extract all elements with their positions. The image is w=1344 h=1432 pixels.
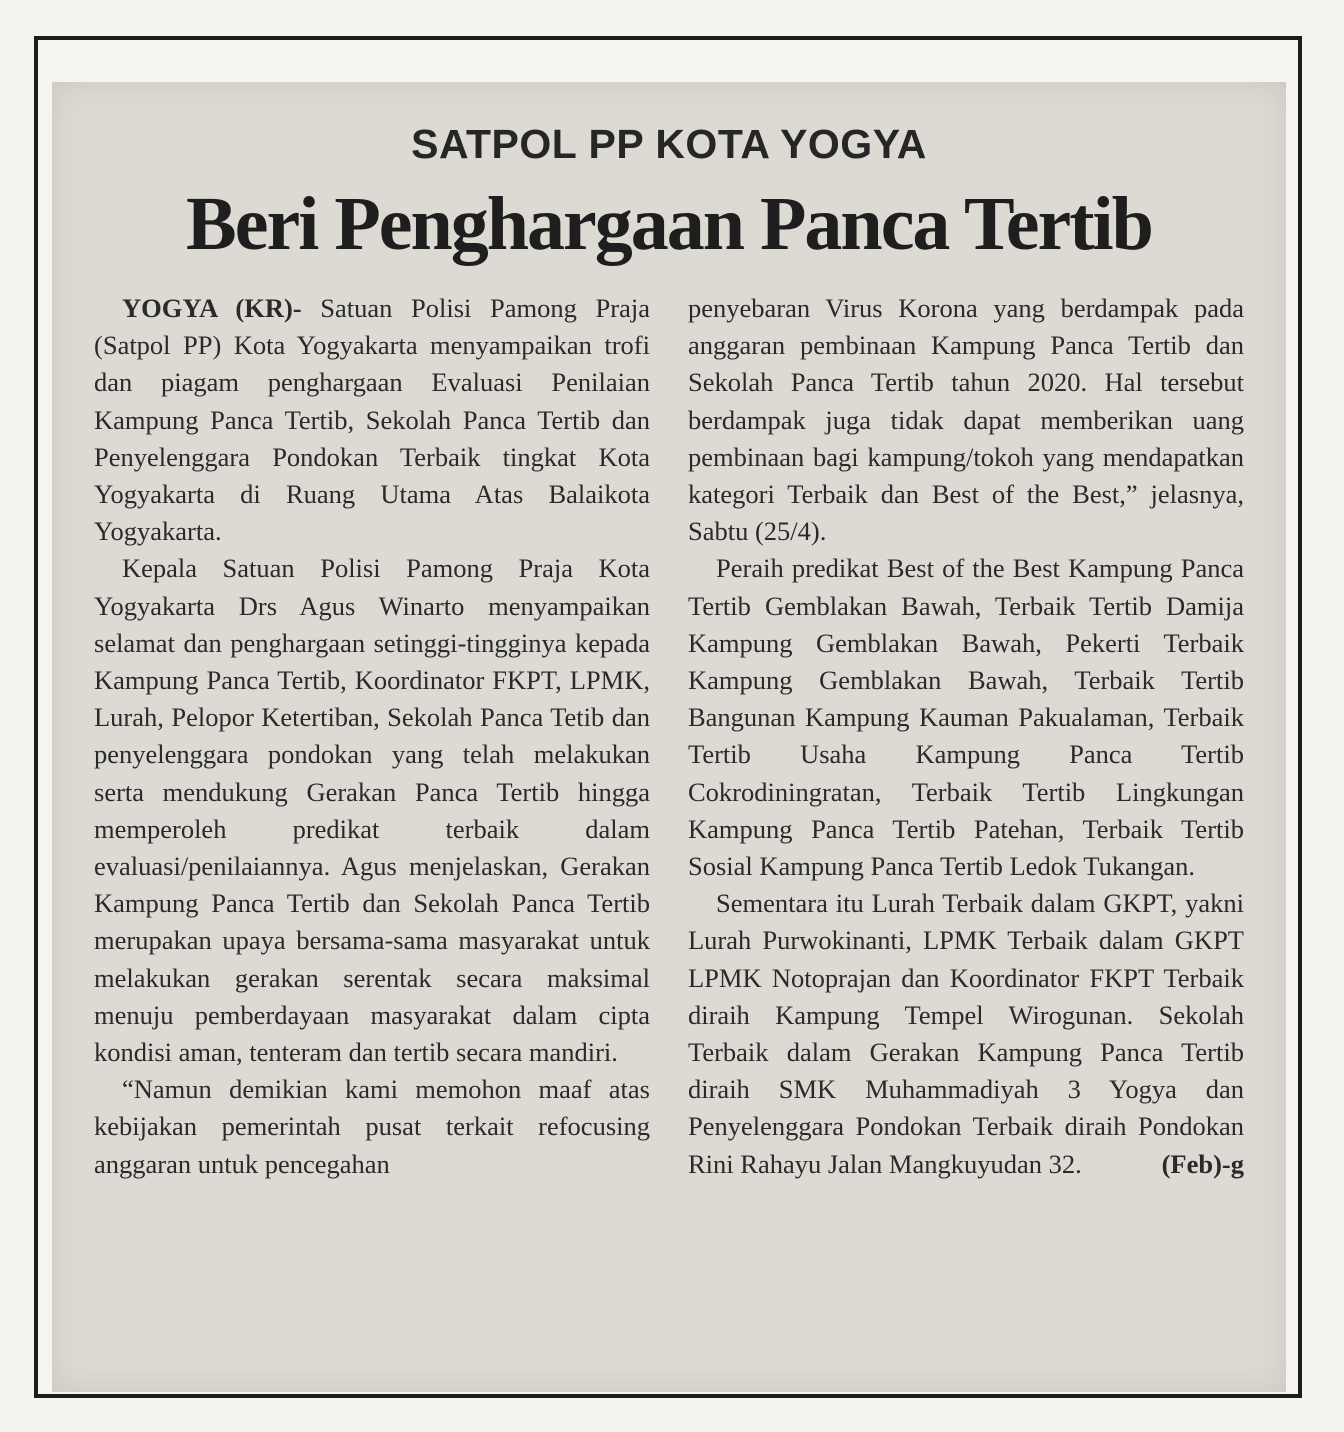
article-paragraph xyxy=(94,290,650,550)
article-headline: Beri Penghargaan Panca Tertib xyxy=(186,182,1152,266)
article-byline: (Feb)-g xyxy=(1161,1148,1244,1179)
article-paragraph: penyebaran Virus Korona yang berdampak pada anggaran pembinaan Kampung Panca Tertib dan Sekolah Panca Tertib tahun 2020. Hal tersebut berdampak juga tidak dapat memberikan uang pembinaan bagi kampung/tokoh yang mendapatkan kategori Terbaik dan Best of the Best,” jelasnya, Sabtu (25/4). xyxy=(688,293,1244,547)
article-paragraph xyxy=(688,885,1244,1183)
article-column-right xyxy=(688,290,1244,1183)
article-paragraph: “Namun demikian kami memohon maaf atas kebijakan pemerintah pusat terkait refocusing anggaran untuk pencegahan xyxy=(94,1074,650,1179)
article-kicker: SATPOL PP KOTA YOGYA xyxy=(411,121,927,167)
article-paragraph: Peraih predikat Best of the Best Kampung Panca Tertib Gemblakan Bawah, Terbaik Tertib Damija Kampung Gemblakan Bawah, Pekerti Terbaik Kampung Gemblakan Bawah, Terbaik Tertib Bangunan Kampung Kauman Pakualaman, Terbaik Tertib Usaha Kampung Panca Tertib Cokrodiningratan, Terbaik Tertib Lingkungan Kampung Panca Tertib Patehan, Terbaik Tertib Sosial Kampung Panca Tertib Ledok Tukangan. xyxy=(688,553,1244,882)
paragraph-text: Satuan Polisi Pamong Praja (Satpol PP) Kota Yogyakarta menyampaikan trofi dan piagam penghargaan Evaluasi Penilaian Kampung Panca Tertib, Sekolah Panca Tertib dan Penyelenggara Pondokan Terbaik tingkat Kota Yogyakarta di Ruang Utama Atas Balaikota Yogyakarta. xyxy=(94,293,650,547)
article-dateline: YOGYA (KR)- xyxy=(122,293,302,323)
article-column-left xyxy=(94,290,650,1183)
article-paragraph: Kepala Satuan Polisi Pamong Praja Kota Yogyakarta Drs Agus Winarto menyampaikan selamat dan penghargaan setinggi-tingginya kepada Kampung Panca Tertib, Koordinator FKPT, LPMK, Lurah, Pelopor Ketertiban, Sekolah Panca Tetib dan penyelenggara pondokan yang telah melakukan serta mendukung Gerakan Panca Tertib hingga memperoleh predikat terbaik dalam evaluasi/penilaiannya. Agus menjelaskan, Gerakan Kampung Panca Tertib dan Sekolah Panca Tertib merupakan upaya bersama-sama masyarakat untuk melakukan gerakan serentak secara maksimal menuju pemberdayaan masyarakat dalam cipta kondisi aman, tenteram dan tertib secara mandiri. xyxy=(94,553,650,1068)
paragraph-text: Sementara itu Lurah Terbaik dalam GKPT, yakni Lurah Purwokinanti, LPMK Terbaik dalam GKPT LPMK Notoprajan dan Koordinator FKPT Terbaik diraih Kampung Tempel Wirogunan. Sekolah Terbaik dalam Gerakan Kampung Panca Tertib diraih SMK Muhammadiyah 3 Yogya dan Penyelenggara Pondokan Terbaik diraih Pondokan Rini Rahayu Jalan Mangkuyudan 32. xyxy=(688,888,1244,1179)
